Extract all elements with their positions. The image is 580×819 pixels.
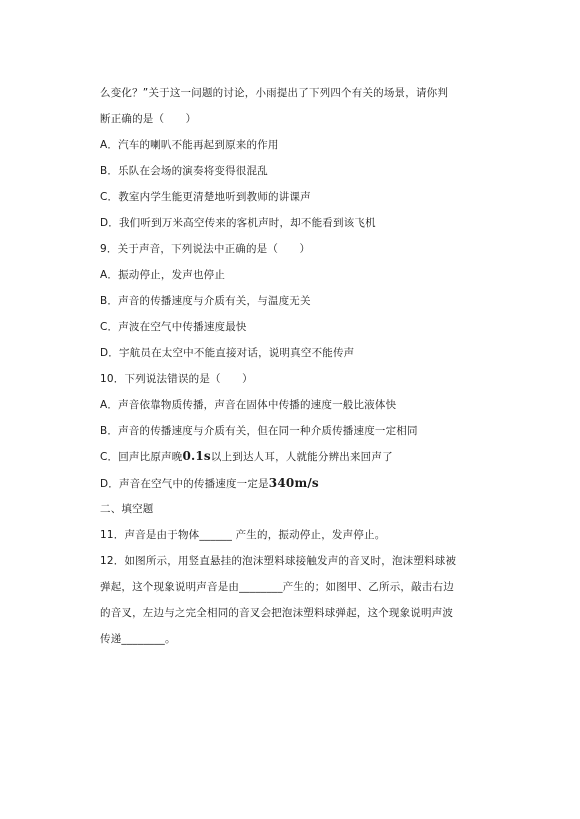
question-12-line-3: 的音叉，左边与之完全相同的音叉会把泡沫塑料球弹起，这个现象说明声波 <box>100 607 454 619</box>
question-12-line-2: 弹起，这个现象说明声音是由________产生的；如图甲、乙所示，敲击右边 <box>100 581 454 593</box>
question-12-line-1: 12．如图所示，用竖直悬挂的泡沫塑料球接触发声的音叉时，泡沫塑料球被 <box>100 555 457 567</box>
question-10-option-b: B．声音的传播速度与介质有关，但在同一种介质传播速度一定相同 <box>100 425 418 437</box>
question-10-stem: 10．下列说法错误的是（ ） <box>100 373 253 385</box>
question-8-stem-end: 断正确的是（ ） <box>100 113 197 125</box>
question-9-option-d: D．宇航员在太空中不能直接对话，说明真空不能传声 <box>100 347 355 359</box>
question-11: 11．声音是由于物体______ 产生的，振动停止，发声停止。 <box>100 529 386 541</box>
question-10-option-d <box>100 476 319 491</box>
section-heading-fill-in: 二、填空题 <box>100 503 154 515</box>
question-8-option-b: B．乐队在会场的演奏将变得很混乱 <box>100 165 268 177</box>
question-9-option-c: C．声波在空气中传播速度最快 <box>100 321 247 333</box>
question-8-option-d: D．我们听到万米高空传来的客机声时，却不能看到该飞机 <box>100 217 376 229</box>
question-9-stem: 9．关于声音，下列说法中正确的是（ ） <box>100 243 311 255</box>
question-10-option-c <box>100 449 393 464</box>
question-10-option-a: A．声音依靠物质传播，声音在固体中传播的速度一般比液体快 <box>100 399 397 411</box>
question-8-stem-continued: 么变化？”关于这一问题的讨论，小雨提出了下列四个有关的场景，请你判 <box>100 87 449 99</box>
option-c-text-after: 以上到达人耳，人就能分辨出来回声了 <box>210 451 393 463</box>
echo-time-value: 0.1s <box>182 449 211 463</box>
question-8-option-c: C．教室内学生能更清楚地听到教师的讲课声 <box>100 191 311 203</box>
option-c-text-before: C．回声比原声晚 <box>100 451 183 463</box>
question-8-option-a: A．汽车的喇叭不能再起到原来的作用 <box>100 139 279 151</box>
question-12-line-4: 传递________。 <box>100 633 176 645</box>
option-d-text: D．声音在空气中的传播速度一定是 <box>100 478 269 490</box>
question-9-option-a: A．振动停止，发声也停止 <box>100 269 226 281</box>
question-9-option-b: B．声音的传播速度与介质有关，与温度无关 <box>100 295 311 307</box>
sound-speed-value: 340m/s <box>268 476 319 490</box>
